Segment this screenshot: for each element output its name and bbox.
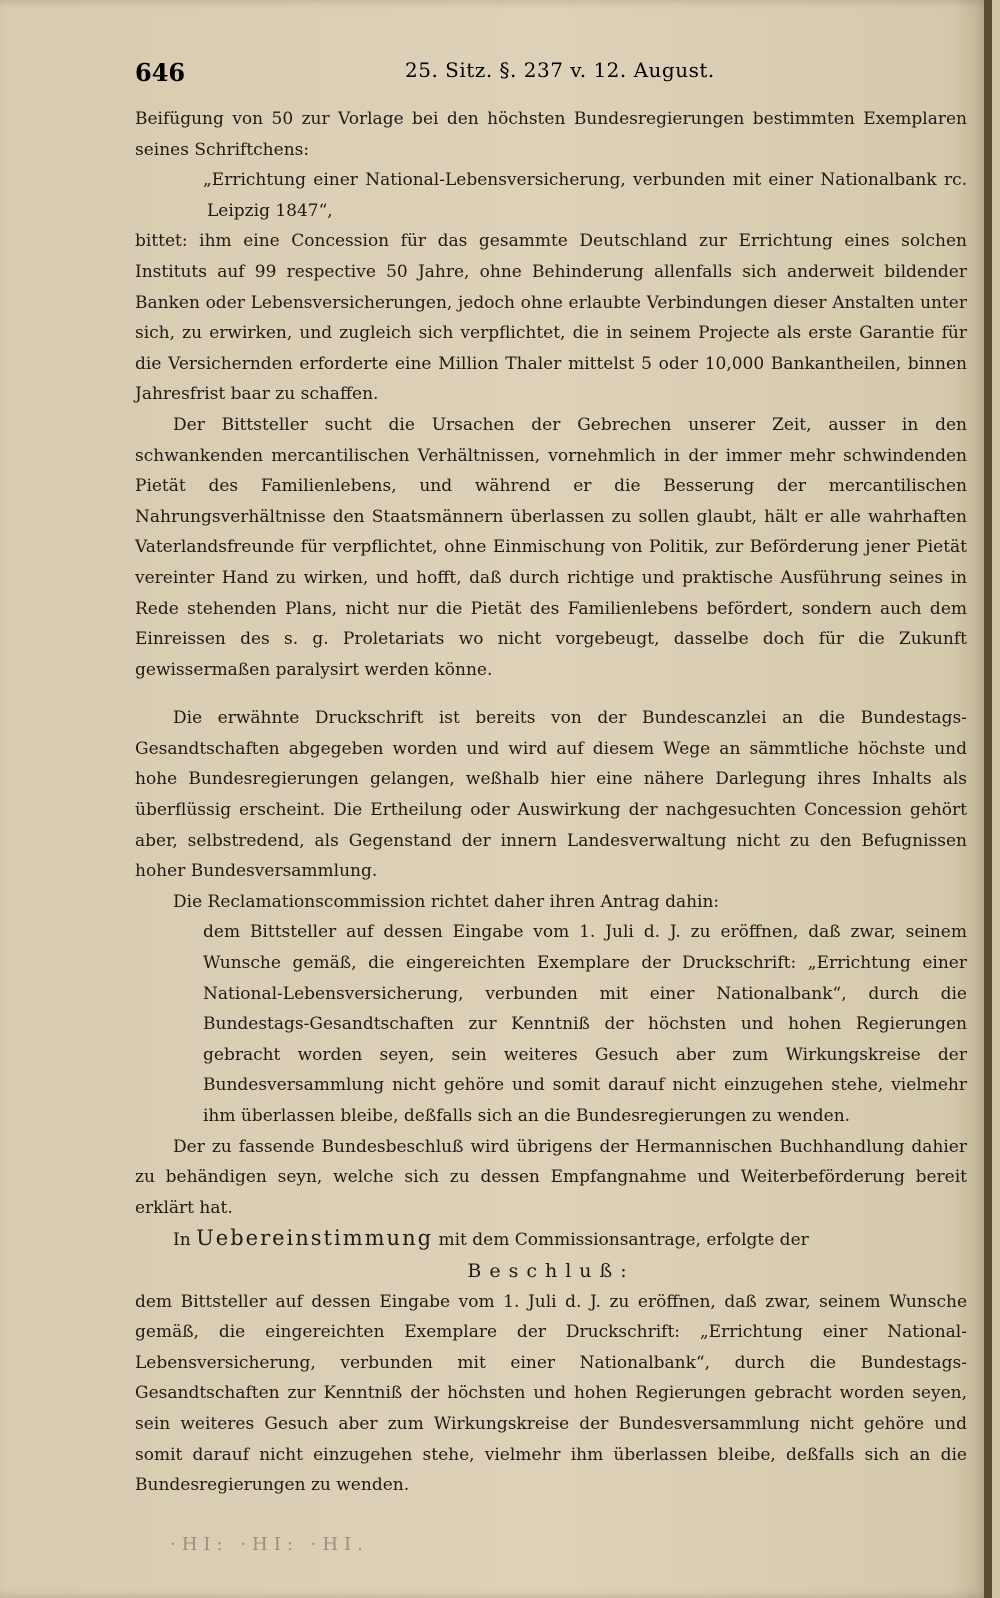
paragraph-4: Die erwähnte Druckschrift ist bereits von der Bundescanzlei an die Bundestags-Gesandtschaften abgegeben worden und wird auf diesem Wege an sämmtliche höchste und hohe Bundesregierungen gelangen, weßhalb hier eine nähere Darlegung ihres Inhalts als überflüssig erscheint. Die Ertheilung oder Auswirkung der nachgesuchten Concession gehört aber, selbstredend, als Gegenstand der innern Landesverwaltung nicht zu den Befugnissen hoher Bundesversammlung. [135,708,967,882]
page-body [135,104,967,1501]
resolution-text: dem Bittsteller auf dessen Eingabe vom 1. Juli d. J. zu eröffnen, daß zwar, seinem Wunsche gemäß, die eingereichten Exemplare der Druckschrift: „Errichtung einer National-Lebensversicherung, verbunden mit einer Nationalbank“, durch die Bundestags-Gesandtschaften zur Kenntniß der höchsten und hohen Regierungen gebracht worden seyen, sein weiteres Gesuch aber zum Wirkungskreise der Bundesversammlung nicht gehöre und somit darauf nicht einzugehen stehe, vielmehr ihm überlassen bleibe, deßfalls sich an die Bundesregierungen zu wenden. [135,1291,967,1496]
uebereinstimmung-word: Uebereinstimmung [196,1226,434,1251]
page-spine-edge [984,0,992,1598]
paragraph-8 [135,1223,967,1256]
paragraph-5: Die Reclamationscommission richtet daher ihren Antrag dahin: [173,891,720,912]
paragraph-2: bittet: ihm eine Concession für das gesammte Deutschland zur Errichtung eines solchen Instituts auf 99 respective 50 Jahre, ohne Behinderung allenfalls sich anderweit bildender Banken oder Lebensversicherungen, jedoch ohne erlaubte Verbindungen dieser Anstalten unter sich, zu erwirken, und zugleich sich verpflichtet, die in seinem Projecte als erste Garantie für die Versichernden erforderte eine Million Thaler mittelst 5 oder 10,000 Bankantheilen, binnen Jahresfrist baar zu schaffen. [135,231,967,405]
header-title: 25. Sitz. §. 237 v. 12. August. [405,58,715,82]
paragraph-1: Beifügung von 50 zur Vorlage bei den höchsten Bundesregierungen bestimmten Exemplaren seines Schriftchens: [135,109,967,160]
page-number: 646 [135,58,186,87]
p8-rest: mit dem Commissionsantrage, erfolgte der [438,1230,809,1251]
running-header [135,52,967,92]
beschluss-heading: Beschluß: [467,1259,635,1282]
footer-stamp: ·HI: ·HI: ·HI. [170,1534,369,1555]
paragraph-7: Der zu fassende Bundesbeschluß wird übrigens der Hermannischen Buchhandlung dahier zu behändigen seyn, welche sich zu dessen Empfangnahme und Weiterbeförderung bereit erklärt hat. [135,1136,967,1218]
commission-proposal: dem Bittsteller auf dessen Eingabe vom 1. Juli d. J. zu eröffnen, daß zwar, seinem Wunsche gemäß, die eingereichten Exemplare der Druckschrift: „Errichtung einer National-Lebensversicherung, verbunden mit einer Nationalbank“, durch die Bundestags-Gesandtschaften zur Kenntniß der höchsten und hohen Regierungen gebracht worden seyen, sein weiteres Gesuch aber zum Wirkungskreise der Bundesversammlung nicht gehöre und somit darauf nicht einzugehen stehe, vielmehr ihm überlassen bleibe, deßfalls sich an die Bundesregierungen zu wenden. [203,922,967,1126]
quoted-title: „Errichtung einer National-Lebensversicherung, verbunden mit einer Nationalbank rc. Leipzig 1847“, [203,170,967,221]
p8-start: In [173,1230,191,1251]
paragraph-3: Der Bittsteller sucht die Ursachen der Gebrechen unserer Zeit, ausser in den schwankenden mercantilischen Verhältnissen, vornehmlich in der immer mehr schwindenden Pietät des Familienlebens, und während er die Besserung der mercantilischen Nahrungsverhältnisse den Staatsmännern überlassen zu sollen glaubt, hält er alle wahrhaften Vaterlandsfreunde für verpflichtet, ohne Einmischung von Politik, zur Beförderung jener Pietät vereinter Hand zu wirken, und hofft, daß durch richtige und praktische Ausführung seines in Rede stehenden Plans, nicht nur die Pietät des Familienlebens befördert, sondern auch dem Einreissen des s. g. Proletariats wo nicht vorgebeugt, dasselbe doch für die Zukunft gewissermaßen paralysirt werden könne. [135,414,967,680]
